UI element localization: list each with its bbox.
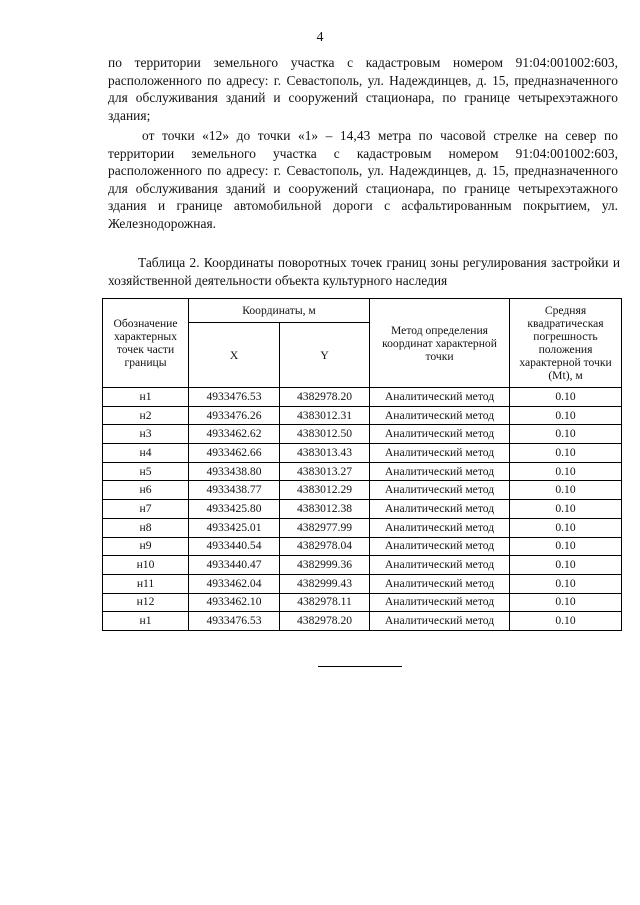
cell-y: 4382978.20 xyxy=(280,388,370,407)
end-separator-line xyxy=(318,666,402,667)
table-row xyxy=(103,406,622,425)
coordinates-table xyxy=(102,298,622,631)
cell-point: н9 xyxy=(103,537,189,556)
cell-y: 4382978.04 xyxy=(280,537,370,556)
header-coordinates: Координаты, м xyxy=(189,299,370,323)
cell-point: н1 xyxy=(103,612,189,631)
table-row xyxy=(103,593,622,612)
cell-x: 4933438.80 xyxy=(189,462,280,481)
table-caption: Таблица 2. Координаты поворотных точек границ зоны регулирования застройки и хозяйственной деятельности объекта культурного наследия xyxy=(108,255,620,288)
cell-y: 4383012.50 xyxy=(280,425,370,444)
table-row xyxy=(103,388,622,407)
cell-x: 4933425.80 xyxy=(189,500,280,519)
cell-y: 4382999.43 xyxy=(280,574,370,593)
cell-method: Аналитический метод xyxy=(370,556,510,575)
cell-x: 4933476.53 xyxy=(189,388,280,407)
cell-method: Аналитический метод xyxy=(370,500,510,519)
header-x: X xyxy=(189,323,280,388)
cell-error: 0.10 xyxy=(510,406,622,425)
cell-method: Аналитический метод xyxy=(370,462,510,481)
table-row xyxy=(103,462,622,481)
cell-point: н1 xyxy=(103,388,189,407)
cell-method: Аналитический метод xyxy=(370,612,510,631)
cell-error: 0.10 xyxy=(510,612,622,631)
cell-y: 4383013.43 xyxy=(280,444,370,463)
cell-error: 0.10 xyxy=(510,574,622,593)
table-row xyxy=(103,612,622,631)
cell-y: 4383012.38 xyxy=(280,500,370,519)
cell-error: 0.10 xyxy=(510,500,622,519)
cell-error: 0.10 xyxy=(510,518,622,537)
page-number: 4 xyxy=(316,30,324,45)
cell-y: 4383013.27 xyxy=(280,462,370,481)
cell-x: 4933462.04 xyxy=(189,574,280,593)
cell-y: 4383012.29 xyxy=(280,481,370,500)
table-row xyxy=(103,481,622,500)
cell-x: 4933462.66 xyxy=(189,444,280,463)
cell-point: н6 xyxy=(103,481,189,500)
cell-x: 4933476.26 xyxy=(189,406,280,425)
cell-x: 4933462.10 xyxy=(189,593,280,612)
cell-point: н7 xyxy=(103,500,189,519)
cell-point: н4 xyxy=(103,444,189,463)
table-header xyxy=(103,299,622,388)
cell-error: 0.10 xyxy=(510,593,622,612)
cell-error: 0.10 xyxy=(510,388,622,407)
cell-method: Аналитический метод xyxy=(370,518,510,537)
cell-error: 0.10 xyxy=(510,556,622,575)
cell-point: н5 xyxy=(103,462,189,481)
cell-x: 4933438.77 xyxy=(189,481,280,500)
cell-method: Аналитический метод xyxy=(370,593,510,612)
cell-x: 4933440.47 xyxy=(189,556,280,575)
header-y: Y xyxy=(280,323,370,388)
cell-y: 4382978.11 xyxy=(280,593,370,612)
cell-x: 4933425.01 xyxy=(189,518,280,537)
cell-method: Аналитический метод xyxy=(370,406,510,425)
header-point: Обозначение характерных точек части границы xyxy=(103,299,189,388)
cell-x: 4933462.62 xyxy=(189,425,280,444)
table-row xyxy=(103,425,622,444)
cell-y: 4383012.31 xyxy=(280,406,370,425)
table-row xyxy=(103,537,622,556)
cell-method: Аналитический метод xyxy=(370,425,510,444)
cell-method: Аналитический метод xyxy=(370,574,510,593)
cell-method: Аналитический метод xyxy=(370,481,510,500)
cell-point: н12 xyxy=(103,593,189,612)
cell-y: 4382978.20 xyxy=(280,612,370,631)
cell-x: 4933476.53 xyxy=(189,612,280,631)
paragraph-1 xyxy=(108,54,618,124)
cell-point: н8 xyxy=(103,518,189,537)
cell-point: н10 xyxy=(103,556,189,575)
header-method: Метод определения координат характерной точки xyxy=(370,299,510,388)
paragraph-1-text: по территории земельного участка с кадастровым номером 91:04:001002:603, расположенного по адресу: г. Севастополь, ул. Надеждинцев, д. 15, предназначенного для обслуживания зданий и сооружений стационара, по границе четырехэтажного здания; xyxy=(108,55,618,123)
cell-point: н3 xyxy=(103,425,189,444)
table-row xyxy=(103,444,622,463)
paragraph-2-text: от точки «12» до точки «1» – 14,43 метра по часовой стрелке на север по территории земельного участка с кадастровым номером 91:04:001002:603, расположенного по адресу: г. Севастополь, ул. Надеждинцев, д. 15, предназначенного для обслуживания зданий и сооружений стационара, по границе четырехэтажного здания и границе автомобильной дороги с асфальтированным покрытием, ул. Железнодорожная. xyxy=(108,128,618,231)
cell-y: 4382999.36 xyxy=(280,556,370,575)
cell-error: 0.10 xyxy=(510,444,622,463)
cell-method: Аналитический метод xyxy=(370,388,510,407)
table-row xyxy=(103,574,622,593)
cell-error: 0.10 xyxy=(510,462,622,481)
paragraph-2 xyxy=(108,127,618,233)
header-error: Средняя квадратическая погрешность положения характерной точки (Mt), м xyxy=(510,299,622,388)
table-row xyxy=(103,500,622,519)
table-row xyxy=(103,518,622,537)
cell-point: н2 xyxy=(103,406,189,425)
cell-method: Аналитический метод xyxy=(370,537,510,556)
cell-error: 0.10 xyxy=(510,537,622,556)
cell-x: 4933440.54 xyxy=(189,537,280,556)
cell-method: Аналитический метод xyxy=(370,444,510,463)
cell-y: 4382977.99 xyxy=(280,518,370,537)
cell-error: 0.10 xyxy=(510,425,622,444)
cell-error: 0.10 xyxy=(510,481,622,500)
table-row xyxy=(103,556,622,575)
cell-point: н11 xyxy=(103,574,189,593)
